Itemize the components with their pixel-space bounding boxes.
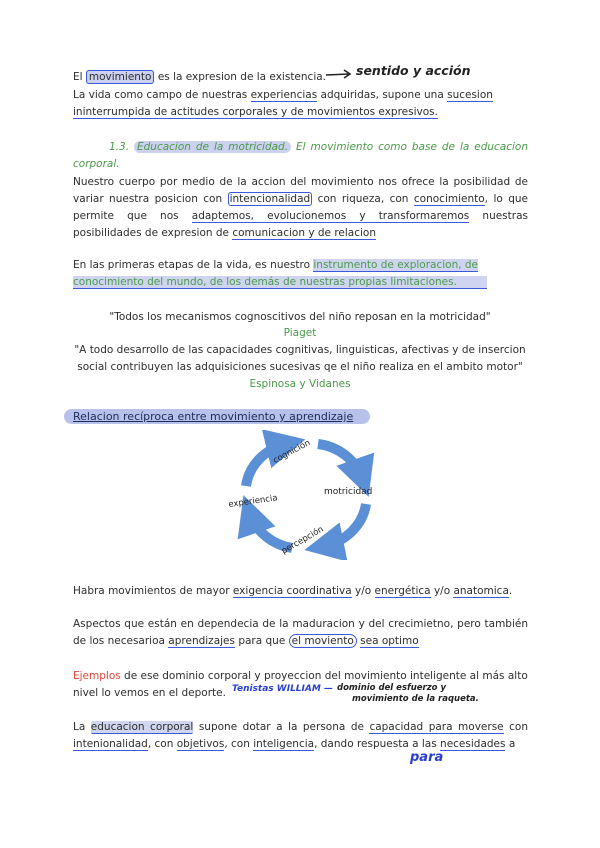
underline-objetivos: objetivos [176, 738, 225, 750]
highlight-conocimiento-mundo: conocimiento del mundo, de los demás de nuestras propias limitaciones. [73, 276, 487, 289]
text: Nuestro cuerpo por medio de la accion del movimiento nos ofrece la posibilidad de variar nuestra posicion con [73, 176, 528, 205]
text: y/o [430, 585, 454, 597]
quote-piaget: "Todos los mecanismos cognoscitivos del niño reposan en la motricidad" [109, 311, 491, 323]
text: En las primeras etapas de la vida, es nuestro [73, 259, 314, 271]
paragraph-educacion-corporal [73, 719, 528, 753]
section-title [73, 139, 528, 173]
cycle-arrow-top-right [318, 444, 362, 478]
text: , con [147, 738, 177, 750]
cycle-label-experiencia: experiencia [227, 493, 279, 510]
cycle-arrow-bottom-left [250, 514, 292, 548]
cycle-arrow-top-left [246, 444, 286, 486]
text: , lo que permite que nos [73, 193, 528, 222]
text: con riqueza, con [312, 193, 414, 205]
handwritten-tenistas: Tenistas WILLIAM — [232, 684, 333, 694]
author-espinosa: Espinosa y Vidanes [249, 378, 351, 390]
underline-exigencia: exigencia coordinativa [232, 585, 352, 597]
underline-aprendizajes: aprendizajes [168, 635, 235, 647]
highlight-instrumento: instrumento de exploracion, de [313, 259, 479, 271]
paragraph-etapas [73, 257, 528, 291]
cycle-label-percepcion: percepción [279, 524, 326, 557]
section-title-highlight: Educacion de la motricidad. [134, 141, 291, 153]
text: supone dotar a la persona de [193, 721, 370, 733]
text: para que [234, 635, 289, 647]
circled-moviento: el moviento [289, 634, 357, 648]
arrow-icon [325, 68, 353, 80]
underline-anatomica: anatomica [453, 585, 509, 597]
section-number: 1.3. [109, 141, 134, 153]
section-heading-relacion: Relacion recíproca entre movimiento y aprendizaje [73, 410, 354, 423]
text: Aspectos que están en dependecia de la maduracion y del crecimietno, pero también de los necesarioa [73, 618, 528, 647]
highlight-movimiento: movimiento [86, 70, 155, 84]
highlight-educacion-corporal: educacion corporal [90, 721, 194, 733]
underline-adaptemos: adaptemos, evolucionemos y transformaremos [191, 210, 470, 222]
paragraph-aspectos [73, 616, 528, 650]
underline-sea-optimo: sea optimo [360, 635, 419, 647]
text: , dando respuesta a las [314, 738, 441, 750]
underline-energetica: energética [374, 585, 431, 597]
underline-conocimiento: conocimiento [413, 193, 485, 205]
text: Habra movimientos de mayor [73, 585, 233, 597]
quote-espinosa: "A todo desarrollo de las capacidades cognitivas, linguisticas, afectivas y de insercion social contribuyen las adquisiciones sucesivas qe el niño realiza en el ambito motor" [74, 344, 526, 373]
text: , con [224, 738, 254, 750]
ejemplos-label: Ejemplos [73, 670, 121, 682]
section-subtitle: El movimiento como base de la educacion corporal. [73, 141, 529, 170]
text: . [508, 585, 513, 597]
handwritten-note-sentido: sentido y acción [356, 63, 471, 78]
underline-necesidades: necesidades [440, 738, 506, 750]
text: La vida como campo de nuestras [73, 89, 251, 101]
underline-ininterrumpida: ininterrumpida de actitudes corporales y de movimientos expresivos. [73, 106, 438, 118]
cycle-arrow-bottom-right [324, 504, 366, 546]
text: y/o [351, 585, 375, 597]
text: nuestras posibilidades de expresion de [73, 210, 528, 239]
handwritten-dominio: dominio del esfuerzo y [337, 683, 446, 693]
text: con [503, 721, 528, 733]
paragraph-cuerpo [73, 174, 528, 242]
paragraph-vida [73, 87, 528, 121]
text: El [73, 71, 86, 83]
author-piaget: Piaget [283, 327, 317, 339]
handwritten-raqueta: movimiento de la raqueta. [352, 694, 479, 704]
cycle-diagram [220, 430, 390, 560]
text: es la expresion de la existencia. [154, 71, 327, 83]
text: a [505, 738, 516, 750]
cycle-label-motricidad: motricidad [324, 487, 373, 497]
text: adquiridas, supone una [317, 89, 448, 101]
underline-capacidad: capacidad para moverse [369, 721, 504, 733]
handwritten-para: para [410, 750, 444, 765]
text: de ese dominio corporal y proyeccion del movimiento inteligente al más alto nivel lo vemos en el deporte. [73, 670, 528, 699]
paragraph-movimientos [73, 583, 528, 600]
underline-inteligencia: inteligencia [253, 738, 315, 750]
underline-intencionalidad: intenionalidad [73, 738, 148, 750]
underline-experiencias: experiencias [250, 89, 318, 101]
boxed-intencionalidad: intencionalidad [229, 193, 311, 205]
text: La [73, 721, 91, 733]
underline-sucesion: sucesion [447, 89, 493, 101]
underline-comunicacion: comunicacion y de relacion [232, 227, 377, 239]
cycle-label-cognicion: cognición [271, 438, 313, 466]
